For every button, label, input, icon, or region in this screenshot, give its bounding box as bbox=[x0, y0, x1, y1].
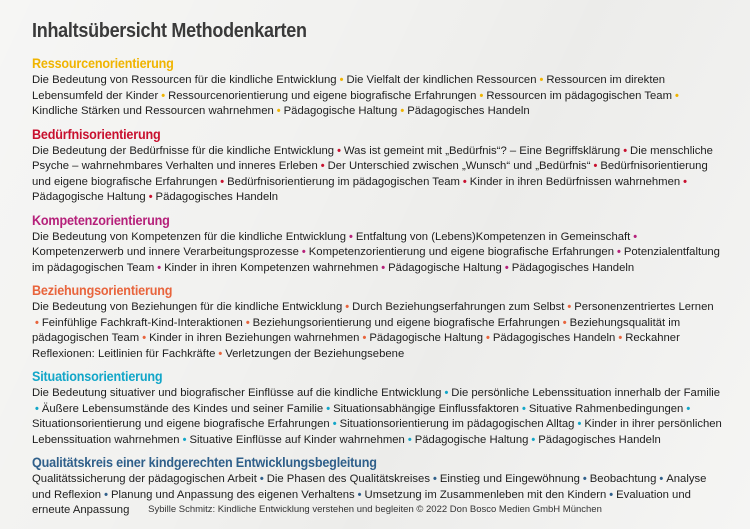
section-item: Kinder in ihrer persönlichen Lebenssituation wahrnehmen bbox=[32, 418, 722, 446]
bullet-dot-icon: • bbox=[686, 402, 691, 415]
section-item: Kinder in ihren Kompetenzen wahrnehmen bbox=[164, 261, 379, 274]
section-item: Die Vielfalt der kindlichen Ressourcen bbox=[346, 74, 537, 86]
bullet-dot-icon: • bbox=[357, 488, 362, 501]
bullet-dot-icon: • bbox=[35, 402, 39, 415]
section-item: Kindliche Stärken und Ressourcen wahrnehmen bbox=[32, 105, 274, 117]
bullet-dot-icon: • bbox=[349, 230, 353, 243]
bullet-dot-icon: • bbox=[582, 473, 587, 485]
section-heading: Bedürfnisorientierung bbox=[32, 125, 161, 142]
bullet-dot-icon: • bbox=[157, 261, 162, 274]
section-item: Ressourcen im direkten Lebensumfeld der Kinder bbox=[32, 74, 666, 102]
sections-container bbox=[32, 55, 722, 519]
section-heading: Situationsorientierung bbox=[32, 368, 163, 384]
section-item: Ressourcenorientierung und eigene biografische Erfahrungen bbox=[168, 89, 477, 102]
section-item: Kinder in ihren Bedürfnissen wahrnehmen bbox=[469, 175, 681, 188]
bullet-dot-icon: • bbox=[521, 402, 526, 415]
section-item: Situationsorientierung und eigene biografische Erfahrungen bbox=[32, 418, 330, 430]
section-item: Kinder in ihren Beziehungen wahrnehmen bbox=[149, 332, 360, 344]
section-item-list bbox=[32, 230, 722, 277]
bullet-dot-icon: • bbox=[609, 488, 614, 501]
bullet-dot-icon: • bbox=[674, 89, 679, 102]
section-item: Beziehungsqualität im pädagogischen Team bbox=[32, 316, 681, 344]
page-title: Inhaltsübersicht Methodenkarten bbox=[32, 20, 307, 42]
section-item: Analyse und Reflexion bbox=[32, 473, 707, 501]
section bbox=[32, 282, 722, 362]
section-item: Einstieg und Eingewöhnung bbox=[439, 473, 580, 485]
bullet-dot-icon: • bbox=[531, 433, 536, 446]
section-item: Pädagogisches Handeln bbox=[155, 191, 279, 203]
section-item: Evaluation und erneute Anpassung bbox=[32, 488, 691, 516]
section-item: Qualitätssicherung der pädagogischen Arbeit bbox=[32, 473, 257, 485]
bullet-dot-icon: • bbox=[432, 473, 437, 485]
bullet-dot-icon: • bbox=[400, 105, 405, 117]
section-item: Situative Einflüsse auf Kinder wahrnehmen bbox=[189, 433, 405, 446]
section-item: Pädagogische Haltung bbox=[414, 433, 529, 446]
bullet-dot-icon: • bbox=[104, 488, 108, 501]
section-item: Verletzungen der Beziehungsebene bbox=[225, 347, 405, 360]
bullet-dot-icon: • bbox=[659, 473, 664, 485]
section-item: Feinfühlige Fachkraft-Kind-Interaktionen bbox=[41, 316, 243, 329]
section-item: Pädagogisches Handeln bbox=[511, 261, 635, 274]
section-item: Pädagogisches Handeln bbox=[407, 105, 530, 117]
bullet-dot-icon: • bbox=[444, 387, 449, 399]
bullet-dot-icon: • bbox=[332, 418, 337, 430]
section-item: Pädagogisches Handeln bbox=[538, 433, 661, 446]
section-item-list bbox=[32, 300, 722, 362]
bullet-dot-icon: • bbox=[617, 246, 621, 258]
section-item: Der Unterschied zwischen „Wunsch“ und „Bedürfnis“ bbox=[327, 160, 591, 172]
section-item: Potenzialentfaltung im pädagogischen Team bbox=[32, 246, 720, 274]
bullet-dot-icon: • bbox=[337, 144, 341, 157]
section-item: Beziehungsorientierung und eigene biografische Erfahrungen bbox=[252, 316, 560, 329]
section-item: Personenzentriertes Lernen bbox=[574, 301, 714, 313]
section-item-list bbox=[32, 144, 722, 206]
section-item: Die Bedeutung situativer und biografischer Einflüsse auf die kindliche Entwicklung bbox=[32, 387, 442, 399]
section-item: Kompetenzerwerb und innere Verarbeitungsprozesse bbox=[32, 246, 299, 258]
bullet-dot-icon: • bbox=[35, 316, 39, 329]
section-item: Bedürfnisorientierung und eigene biografische Erfahrungen bbox=[32, 160, 708, 188]
bullet-dot-icon: • bbox=[259, 473, 264, 485]
bullet-dot-icon: • bbox=[276, 105, 281, 117]
bullet-dot-icon: • bbox=[148, 191, 153, 203]
section-item: Pädagogische Haltung bbox=[32, 191, 146, 203]
bullet-dot-icon: • bbox=[683, 175, 688, 188]
section-item: Situationsorientierung im pädagogischen Alltag bbox=[339, 418, 575, 430]
bullet-dot-icon: • bbox=[618, 332, 623, 344]
bullet-dot-icon: • bbox=[633, 230, 638, 243]
bullet-dot-icon: • bbox=[182, 433, 187, 446]
bullet-dot-icon: • bbox=[345, 301, 350, 313]
bullet-dot-icon: • bbox=[623, 144, 628, 157]
section-item: Die Bedeutung von Ressourcen für die kindliche Entwicklung bbox=[32, 74, 337, 86]
bullet-dot-icon: • bbox=[161, 89, 166, 102]
section-heading: Qualitätskreis einer kindgerechten Entwicklungsbegleitung bbox=[32, 454, 377, 470]
bullet-dot-icon: • bbox=[362, 332, 367, 344]
section bbox=[32, 55, 722, 120]
bullet-dot-icon: • bbox=[577, 418, 582, 430]
bullet-dot-icon: • bbox=[562, 316, 567, 329]
bullet-dot-icon: • bbox=[593, 160, 598, 172]
section-heading: Beziehungsorientierung bbox=[32, 282, 173, 298]
section-item: Kompetenzorientierung und eigene biografische Erfahrungen bbox=[308, 246, 614, 258]
bullet-dot-icon: • bbox=[339, 74, 344, 86]
section-item: Pädagogisches Handeln bbox=[492, 332, 616, 344]
section-item: Was ist gemeint mit „Bedürfnis“? – Eine Begriffsklärung bbox=[343, 144, 621, 157]
section-heading: Kompetenzorientierung bbox=[32, 211, 170, 228]
bullet-dot-icon: • bbox=[504, 261, 509, 274]
section-item: Bedürfnisorientierung im pädagogischen Team bbox=[227, 175, 460, 188]
section-item: Pädagogische Haltung bbox=[369, 332, 483, 344]
section-item: Durch Beziehungserfahrungen zum Selbst bbox=[352, 301, 565, 313]
bullet-dot-icon: • bbox=[220, 175, 225, 188]
bullet-dot-icon: • bbox=[479, 89, 484, 102]
footer-credit: Sybille Schmitz: Kindliche Entwicklung verstehen und begleiten © 2022 Don Bosco Medien GmbH München bbox=[148, 504, 602, 515]
section-item: Planung und Anpassung des eigenen Verhaltens bbox=[110, 488, 355, 501]
section-item: Situative Rahmenbedingungen bbox=[528, 402, 684, 415]
section-item: Äußere Lebensumstände des Kindes und seiner Familie bbox=[41, 402, 324, 415]
bullet-dot-icon: • bbox=[539, 74, 544, 86]
section bbox=[32, 368, 722, 448]
section-item: Situationsabhängige Einflussfaktoren bbox=[333, 402, 519, 415]
section-item: Entfaltung von (Lebens)Kompetenzen in Gemeinschaft bbox=[355, 230, 631, 243]
section-item: Die persönliche Lebenssituation innerhalb der Familie bbox=[451, 387, 721, 399]
section-item-list bbox=[32, 73, 722, 120]
bullet-dot-icon: • bbox=[301, 246, 306, 258]
section-item: Die Bedeutung der Bedürfnisse für die kindliche Entwicklung bbox=[32, 144, 335, 157]
section bbox=[32, 126, 722, 206]
section-item: Die Bedeutung von Kompetenzen für die kindliche Entwicklung bbox=[32, 230, 346, 243]
bullet-dot-icon: • bbox=[567, 301, 572, 313]
bullet-dot-icon: • bbox=[320, 160, 325, 172]
section-heading: Ressourcenorientierung bbox=[32, 55, 174, 71]
section-item: Ressourcen im pädagogischen Team bbox=[486, 89, 672, 102]
section-item-list bbox=[32, 386, 722, 448]
bullet-dot-icon: • bbox=[326, 402, 331, 415]
bullet-dot-icon: • bbox=[142, 332, 147, 344]
bullet-dot-icon: • bbox=[381, 261, 386, 274]
section-item: Pädagogische Haltung bbox=[283, 105, 398, 117]
bullet-dot-icon: • bbox=[486, 332, 490, 344]
section-item: Pädagogische Haltung bbox=[388, 261, 502, 274]
bullet-dot-icon: • bbox=[462, 175, 467, 188]
section-item: Reckahner Reflexionen: Leitlinien für Fachkräfte bbox=[32, 332, 680, 360]
bullet-dot-icon: • bbox=[218, 347, 223, 360]
section-item: Die Bedeutung von Beziehungen für die kindliche Entwicklung bbox=[32, 301, 343, 313]
bullet-dot-icon: • bbox=[407, 433, 412, 446]
section-item: Umsetzung im Zusammenleben mit den Kindern bbox=[364, 488, 607, 501]
section-item: Die menschliche Psyche – wahrnehmbares Verhalten und inneres Erleben bbox=[32, 144, 713, 172]
section-item: Die Phasen des Qualitätskreises bbox=[266, 473, 430, 485]
section bbox=[32, 212, 722, 277]
section-item: Beobachtung bbox=[589, 473, 657, 485]
bullet-dot-icon: • bbox=[245, 316, 250, 329]
